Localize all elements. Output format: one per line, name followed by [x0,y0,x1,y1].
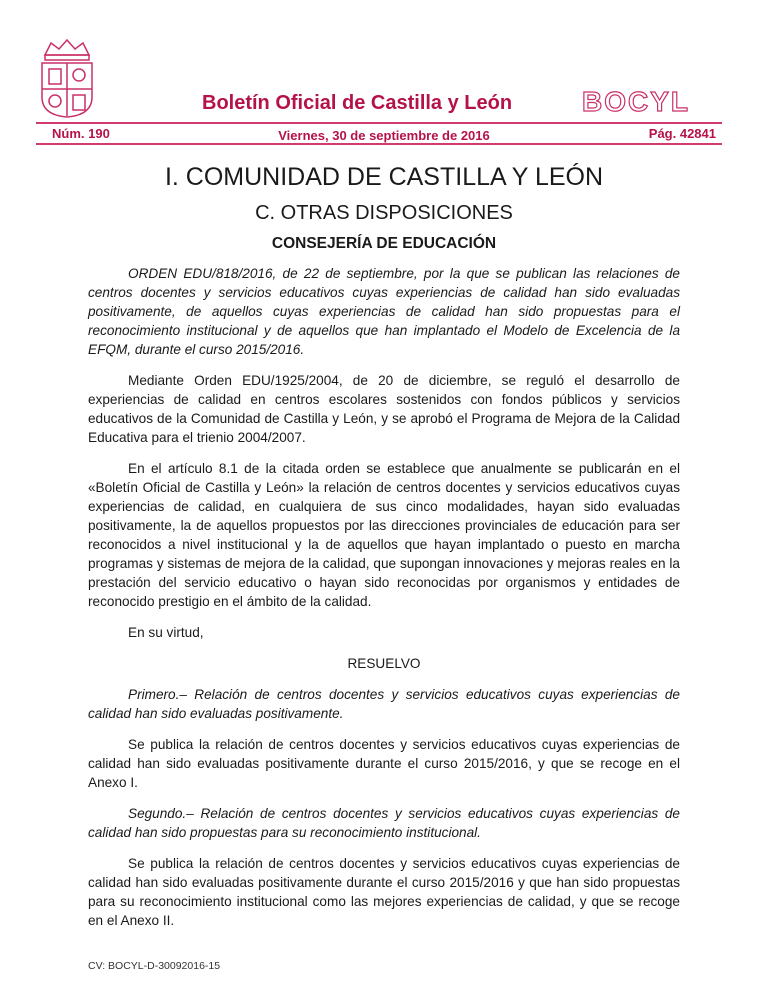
order-title: ORDEN EDU/818/2016, de 22 de septiembre, por la que se publican las relaciones de centros docentes y servicios educativos cuyas experiencias de calidad han sido evaluadas positivamente, de aquellos cuyas experiencias de calidad han sido propuestas para el reconocimiento institucional y de aquellos que han implantado el Modelo de Excelencia de la EFQM, durante el curso 2015/2016. [88,266,680,357]
article-heading: Segundo.– Relación de centros docentes y servicios educativos cuyas experiencias de calidad han sido propuestas para su reconocimiento institucional. [88,806,680,840]
cv-code: CV: BOCYL-D-30092016-15 [88,960,221,972]
header-rule-bottom [36,143,722,145]
department-heading: CONSEJERÍA DE EDUCACIÓN [271,235,497,252]
paragraph: En su virtud, [128,625,204,640]
issue-number: Núm. 190 [52,126,110,141]
document-body [88,264,680,942]
issue-date: Viernes, 30 de septiembre de 2016 [278,128,490,143]
article-heading: Primero.– Relación de centros docentes y servicios educativos cuyas experiencias de calidad han sido evaluadas positivamente. [88,687,680,721]
resolution-heading: RESUELVO [347,656,421,671]
header-rule-top [36,122,722,124]
paragraph: Mediante Orden EDU/1925/2004, de 20 de diciembre, se reguló el desarrollo de experiencias de calidad en centros escolares sostenidos con fondos públicos y servicios educativos de la Comunidad de Castilla y León, y se aprobó el Programa de Mejora de la Calidad Educativa para el trienio 2004/2007. [88,373,680,445]
section-heading: I. COMUNIDAD DE CASTILLA Y LEÓN [164,163,604,191]
paragraph: En el artículo 8.1 de la citada orden se establece que anualmente se publicarán en el «Boletín Oficial de Castilla y León» la relación de centros docentes y servicios educativos cuyas experiencias de calidad, en cualquiera de sus cinco modalidades, hayan sido evaluadas positivamente, la de aquellos propuestos por las direcciones provinciales de educación para ser reconocidos a nivel institucional y la de aquellos que hayan implantado o puesto en marcha programas y sistemas de mejora de la calidad, que supongan innovaciones y mejoras reales en la prestación del servicio educativo o hayan sido reconocidas por organismos y entidades de reconocido prestigio en el ámbito de la calidad. [88,461,680,609]
bulletin-title: Boletín Oficial de Castilla y León [202,92,513,114]
paragraph: Se publica la relación de centros docentes y servicios educativos cuyas experiencias de calidad han sido evaluadas positivamente durante el curso 2015/2016, y que se recoge en el Anexo I. [88,737,680,790]
bocyl-logo: BOCYL [582,86,690,117]
paragraph: Se publica la relación de centros docentes y servicios educativos cuyas experiencias de calidad han sido evaluadas positivamente durante el curso 2015/2016 y que han sido propuestas para su reconocimiento institucional como las mejores experiencias de calidad, y que se recoge en el Anexo II. [88,856,680,928]
page-number: Pág. 42841 [648,126,716,141]
subsection-heading: C. OTRAS DISPOSICIONES [255,202,513,224]
coat-of-arms-icon [37,37,97,119]
